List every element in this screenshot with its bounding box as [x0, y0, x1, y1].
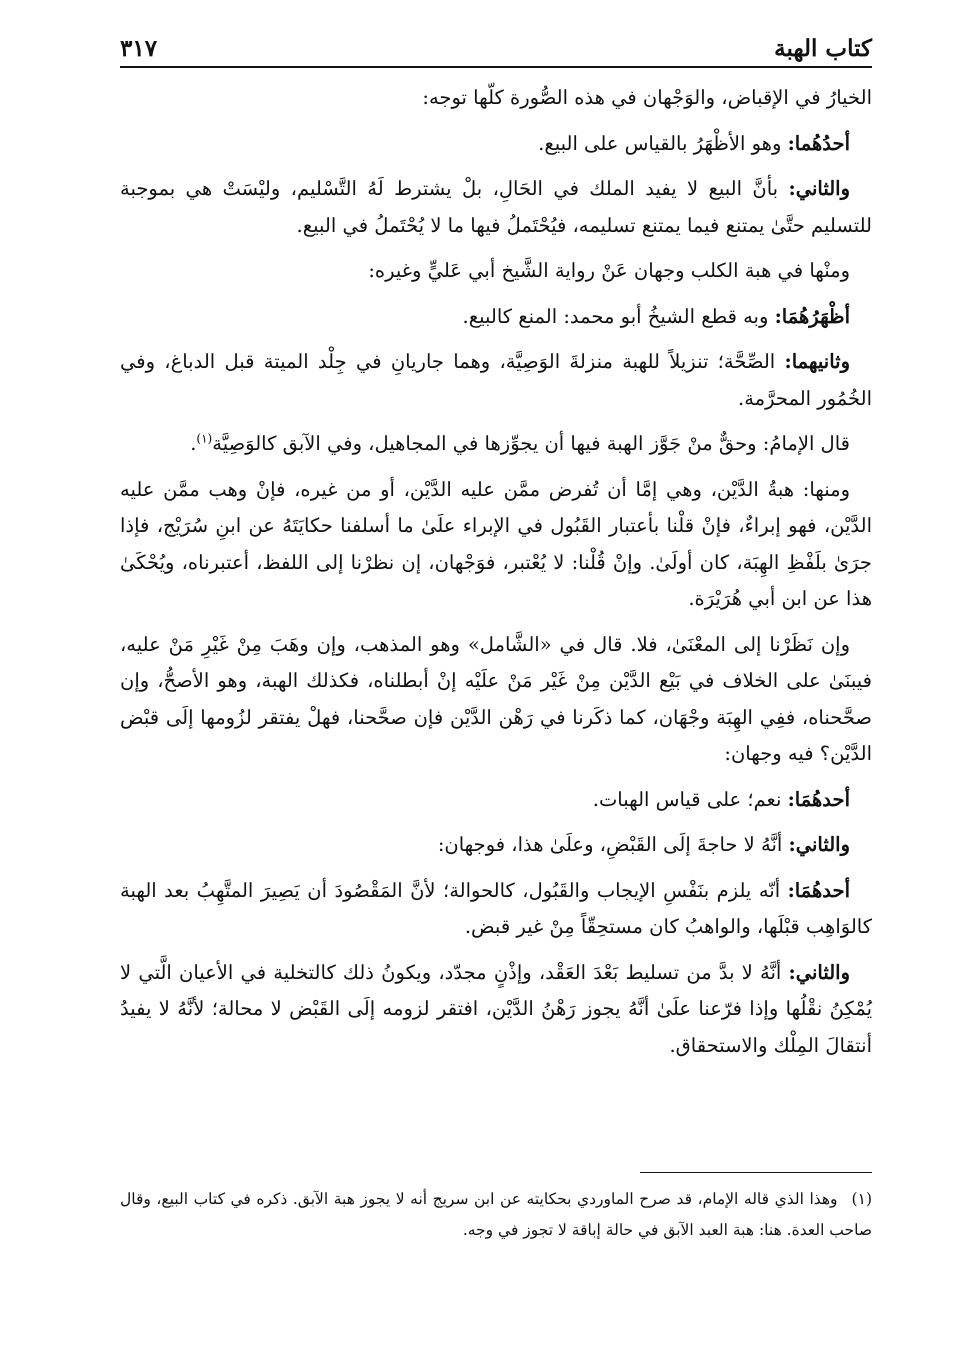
paragraph-lead: أحدهُمَا:	[787, 878, 850, 902]
paragraph	[120, 80, 872, 117]
paragraph-lead: والثاني:	[788, 833, 850, 856]
paragraph	[120, 627, 872, 773]
paragraph-lead: أحدُهُما:	[787, 131, 850, 155]
paragraph-text: نعم؛ على قياس الهبات.	[592, 787, 782, 811]
paragraph	[120, 299, 872, 336]
paragraph	[120, 472, 872, 618]
footnote-divider	[640, 1172, 872, 1173]
paragraph-end: .	[190, 432, 197, 455]
paragraph	[120, 955, 872, 1065]
footnote	[120, 1184, 872, 1246]
paragraph-lead: وثانيهما:	[784, 350, 851, 373]
paragraph	[120, 782, 872, 819]
paragraph-text: قال الإمامُ: وحقٌّ منْ جَوَّز الهبة فيها أن يجوِّزها في المجاهيل، وفي الآبق كالوَصِيَّة	[212, 432, 850, 455]
paragraph	[120, 426, 872, 463]
paragraph-text: ومنها: هبةُ الدَّيْن، وهي إمَّا أن تُفرض ممَّن عليه الدَّيْن، أو من غيره، فإنْ وهب ممَّن عليه الدَّيْن، فهو إبراءٌ، فإنْ قلْنا بأعتبار القَبُول في الإبراء علَىٰ ما أسلفنا حكايَتَهُ عن ابنِ سُرَيْج، فإذا جرَىٰ بلَفْظِ الهِبَة، كان أولَىٰ. وإنْ قُلْنا: لا يُعْتبر، فوَجْهان، إن نظرْنا إلى اللفظ، أعتبرناه، ويُحْكَىٰ هذا عن ابن أبي هُرَيْرَة.	[120, 477, 872, 610]
paragraph	[120, 171, 872, 244]
paragraph-lead: أحدهُمَا:	[787, 787, 850, 811]
paragraph-text: وبه قطع الشيخُ أبو محمد: المنع كالبيع.	[462, 304, 769, 328]
page-number: ٣١٧	[120, 35, 158, 62]
paragraph-text: أنَّهُ لا حاجةَ إلَى القَبْضِ، وعلَىٰ هذا، فوجهان:	[437, 833, 783, 856]
paragraph-text: بأنَّ البيع لا يفيد الملك في الحَالِ، بلْ يشترط لَهُ التَّسْليم، وليْسَتْ هي بموجبة للتسليم حتَّىٰ يمتنع فيما يمتنع تسليمه، فيُحْتَملُ فيها ما لا يُحْتَملُ في البيع.	[120, 177, 872, 237]
paragraph	[120, 253, 872, 290]
paragraph-text: وإن نَظَرْنا إلى المعْنَىٰ، فلا. قال في «الشَّامل» وهو المذهب، وإن وهَبَ مِنْ غَيْرِ مَنْ عليه، فيبنَىٰ على الخلاف في بَيْع الدَّيْن مِنْ غَيْر مَنْ علَيْه إنْ أبطلناه، فكذلك الهبة، وهو الأصحُّ، وإن صحَّحناه، ففِي الهِبَة وجْهَان، كما ذكَرنا في رَهْن الدَّيْن فإن صحَّحنا، فهلْ يفتقر لزُومها إلَى قبْض الدَّيْن؟ فيه وجهان:	[120, 632, 872, 765]
main-text	[120, 80, 872, 1064]
paragraph	[120, 126, 872, 163]
paragraph-lead: والثاني:	[788, 177, 851, 200]
book-page	[120, 24, 872, 1334]
paragraph-lead: أظْهَرُهُمَا:	[774, 304, 850, 328]
footnote-number: (١)	[851, 1190, 872, 1208]
paragraph	[120, 827, 872, 864]
paragraph-text: ومنْها في هبة الكلب وجهان عَنْ رواية الشَّيخ أبي عَليٍّ وغيره:	[368, 259, 850, 282]
paragraph-lead: والثاني:	[788, 960, 850, 984]
paragraph-text: الصِّحَّة؛ تنزيلاً للهبة منزلةَ الوَصِيَّة، وهما جاريانِ في جِلْد الميتة قبل الدباغ، وفي الخُمُور المحرَّمة.	[120, 350, 872, 410]
footnote-reference[interactable]: (١)	[196, 431, 213, 446]
footnote-text: وهذا الذي قاله الإمام، قد صرح الماوردي بحكايته عن ابن سريج أنه لا يجوز هبة الآبق. ذكره في كتاب البيع، وقال صاحب العدة. هنا: هبة العبد الآبق في حالة إباقة لا تجوز في وجه.	[120, 1190, 872, 1239]
paragraph	[120, 344, 872, 417]
running-header	[120, 24, 872, 68]
running-title: كتاب الهبة	[774, 35, 872, 62]
paragraph-text: أنّه يلزم بنَفْسِ الإيجاب والقَبُول، كالحوالة؛ لأنَّ المَقْصُودَ أن يَصِيرَ المتَّهِبُ بعد الهبة كالوَاهِب قبْلَها، والواهبُ كان مستحِقّاً مِنْ غير قبض.	[120, 878, 872, 938]
paragraph	[120, 873, 872, 946]
paragraph-text: وهو الأظْهَرُ بالقياس على البيع.	[538, 131, 782, 155]
paragraph-text: الخيارُ في الإقباض، والوَجْهان في هذه الصُّورة كلّها توجه:	[422, 86, 872, 109]
footnotes	[120, 1184, 872, 1246]
paragraph-text: أنَّهُ لا بدَّ من تسليط بَعْدَ العَقْد، وإذْنٍ مجدّد، ويكونُ ذلك كالتخلية في الأعيان الَّتي لا يُمْكِنُ نقْلُها وإذا فرّعنا علَىٰ أنَّهُ يجوز رَهْنُ الدَّيْن، افتقر لزومه إلَى القَبْض لا محالة؛ لأنَّهُ لا يفيدُ أنتقالَ المِلْك والاستحقاق.	[120, 960, 872, 1057]
